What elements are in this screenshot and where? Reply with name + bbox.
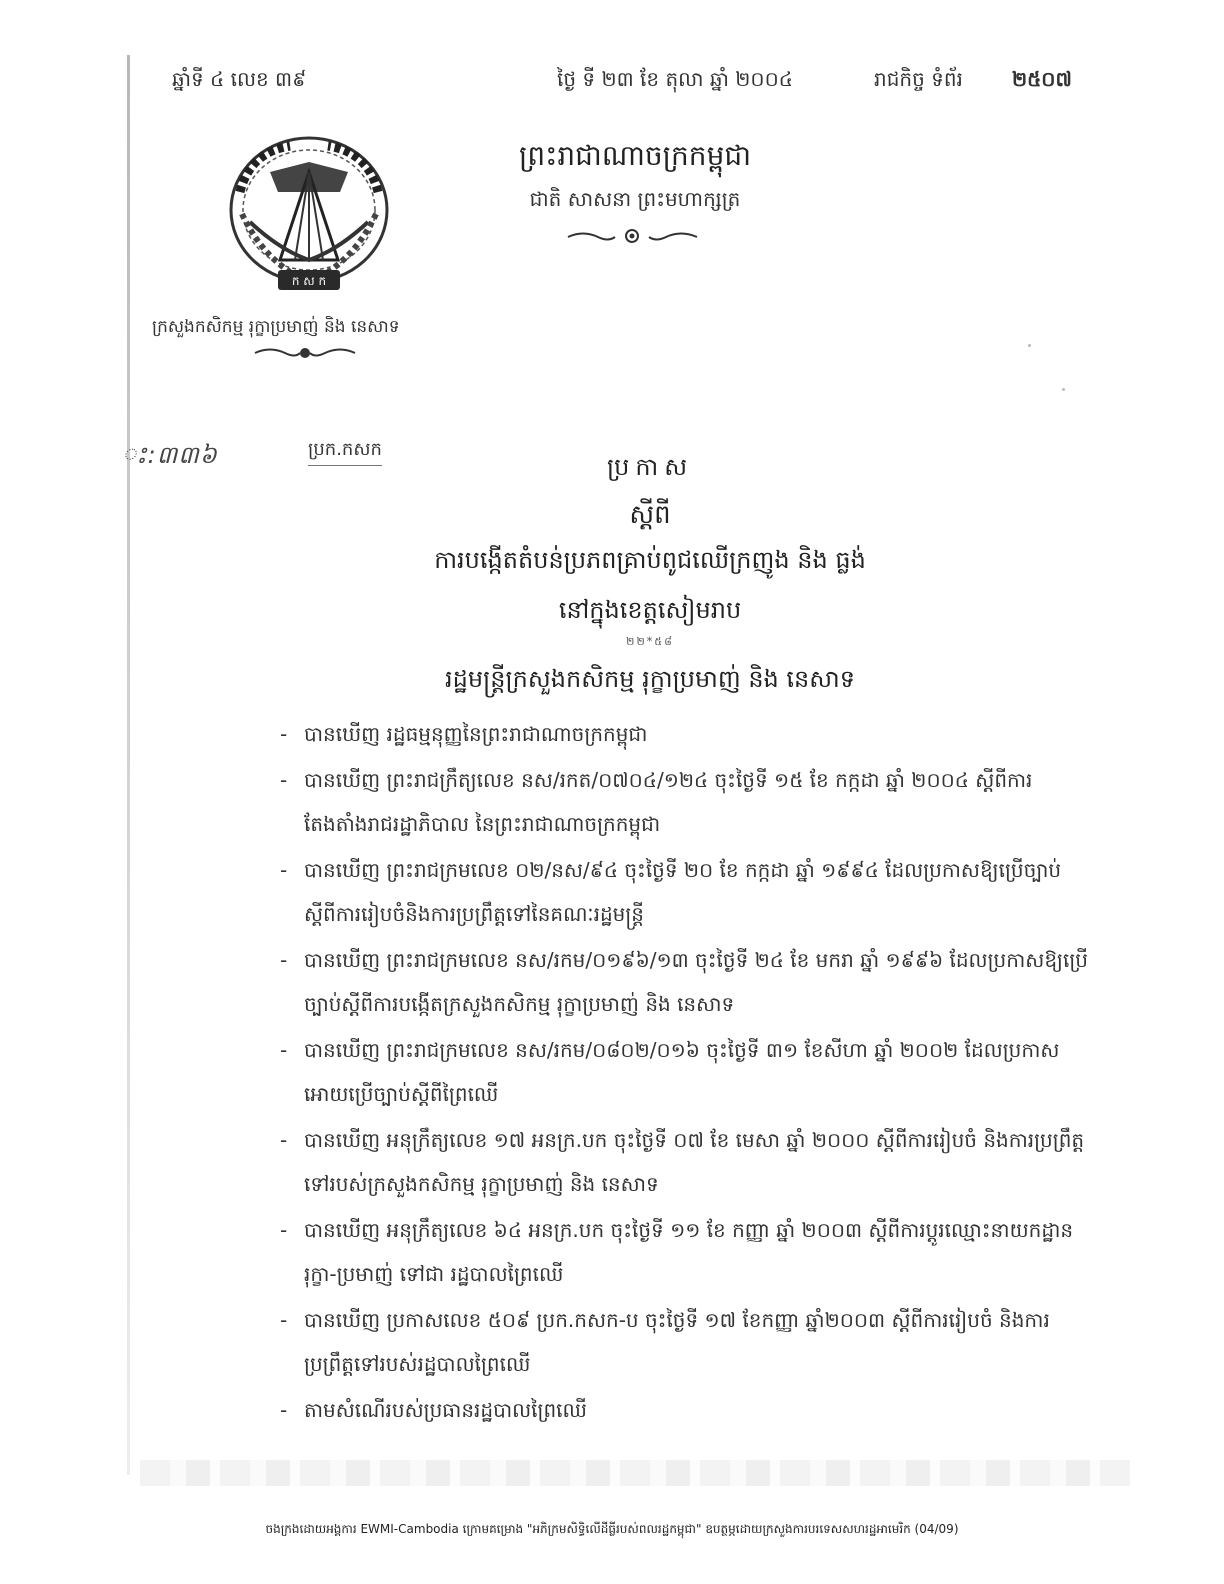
document-reference: ប្រក.កសក — [308, 437, 382, 466]
kingdom-name: ព្រះរាជាណាចក្រកម្ពុជា — [518, 139, 751, 172]
reference-item: - តាមសំណើរបស់ប្រធានរដ្ឋបាលព្រៃឈើ — [280, 1398, 587, 1422]
title-about: ស្តីពី — [629, 500, 671, 530]
header-gazette-label: រាជកិច្ច ទំព័រ — [874, 67, 963, 91]
legal-references-list — [280, 712, 1090, 1434]
document-number: ះ:៣៣៦ — [122, 441, 218, 469]
header-page-number: ២៥០៧ — [1012, 67, 1072, 91]
reference-item: - បានឃើញ អនុក្រឹត្យលេខ ១៧ អនក្រ.បក ចុះថ្ងៃទី ០៧ ខែ មេសា ឆ្នាំ ២០០០ ស្តីពីការរៀបចំ និងការប្រព្រឹត្តទៅរបស់ក្រសួងកសិកម្ម រុក្ខាប្រមាញ់ និង នេសាទ — [280, 1128, 1085, 1196]
reference-item: - បានឃើញ ព្រះរាជក្រមលេខ ០២/នស/៩៤ ចុះថ្ងៃទី ២០ ខែ កក្កដា ឆ្នាំ ១៩៩៤ ដែលប្រកាសឱ្យប្រើច្បាប់ស្តីពីការរៀបចំនិងការប្រព្រឹត្តទៅនៃគណៈរដ្ឋមន្ត្រី — [280, 858, 1062, 926]
title-subject-line-1: ការបង្កើតតំបន់ប្រភពគ្រាប់ពូជឈើក្រញូង និង ធ្លង់ — [434, 546, 866, 574]
header-date: ថ្ងៃ ទី ២៣ ខែ តុលា ឆ្នាំ ២០០៤ — [557, 67, 793, 91]
ornament-divider-icon — [250, 346, 360, 360]
scan-speck — [1028, 344, 1031, 347]
title-mini-ornament: ២២*៥៨ — [626, 635, 674, 648]
reference-item: - បានឃើញ ព្រះរាជក្រមលេខ នស/រកម/០១៩៦/១៣ ចុះថ្ងៃទី ២៤ ខែ មករា ឆ្នាំ ១៩៩៦ ដែលប្រកាសឱ្យប្រើច្បាប់ស្តីពីការបង្កើតក្រសួងកសិកម្ម រុក្ខាប្រមាញ់ និង នេសាទ — [280, 948, 1088, 1016]
emblem-label: ក ស ក — [291, 274, 327, 288]
scan-margin-line — [127, 55, 130, 1475]
title-subject-line-2: នៅក្នុងខេត្តសៀមរាប — [558, 596, 742, 624]
reference-item: - បានឃើញ ព្រះរាជក្រមលេខ នស/រកម/០៨០២/០១៦ ចុះថ្ងៃទី ៣១ ខែសីហា ឆ្នាំ ២០០២ ដែលប្រកាសអោយប្រើច្បាប់ស្តីពីព្រៃឈើ — [280, 1038, 1060, 1106]
kingdom-motto: ជាតិ សាសនា ព្រះមហាក្សត្រ — [529, 187, 741, 211]
reference-item: - បានឃើញ អនុក្រឹត្យលេខ ៦៤ អនក្រ.បក ចុះថ្ងៃទី ១១ ខែ កញ្ញា ឆ្នាំ ២០០៣ ស្តីពីការប្តូរឈ្មោះនាយកដ្ឋាន រុក្ខា-ប្រមាញ់ ទៅជា រដ្ឋបាលព្រៃឈើ — [280, 1218, 1074, 1286]
gazette-header — [172, 66, 1082, 100]
reference-item: - បានឃើញ ប្រកាសលេខ ៥០៩ ប្រក.កសក-ប ចុះថ្ងៃទី ១៧ ខែកញ្ញា ឆ្នាំ២០០៣ ស្តីពីការរៀបចំ និងការប្រព្រឹត្តទៅរបស់រដ្ឋបាលព្រៃឈើ — [280, 1308, 1050, 1376]
minister-title: រដ្ឋមន្ត្រីក្រសួងកសិកម្ម រុក្ខាប្រមាញ់ និង នេសាទ — [445, 665, 855, 693]
ministry-name: ក្រសួងកសិកម្ម រុក្ខាប្រមាញ់ និង នេសាទ — [152, 317, 400, 337]
document-type: ប្រកាស — [606, 453, 694, 481]
ministry-emblem-icon — [220, 132, 398, 296]
reference-item: - បានឃើញ រដ្ឋធម្មនុញ្ញនៃព្រះរាជាណាចក្រកម្ពុជា — [280, 722, 648, 746]
reference-item: - បានឃើញ ព្រះរាជក្រឹត្យលេខ នស/រកត/០៧០៤/១២៤ ចុះថ្ងៃទី ១៥ ខែ កក្កដា ឆ្នាំ ២០០៤ ស្តីពីការតែងតាំងរាជរដ្ឋាភិបាល នៃព្រះរាជាណាចក្រកម្ពុជា — [280, 768, 1033, 836]
scan-speck — [1062, 388, 1065, 391]
page-footer: ចងក្រងដោយអង្គការ EWMI-Cambodia ក្រោមគម្រោង "អភិក្រមសិទ្ធិលើដីធ្លីរបស់ពលរដ្ឋកម្ពុជា" ឧបត្ថម្ភដោយក្រសួងការបរទេសសហរដ្ឋអាមេរិក (04/09) — [265, 1522, 959, 1536]
header-issue: ឆ្នាំទី ៤ លេខ ៣៩ — [172, 67, 307, 91]
motto-ornament-icon — [565, 228, 700, 244]
faded-bleedthrough-line — [140, 1460, 1130, 1486]
